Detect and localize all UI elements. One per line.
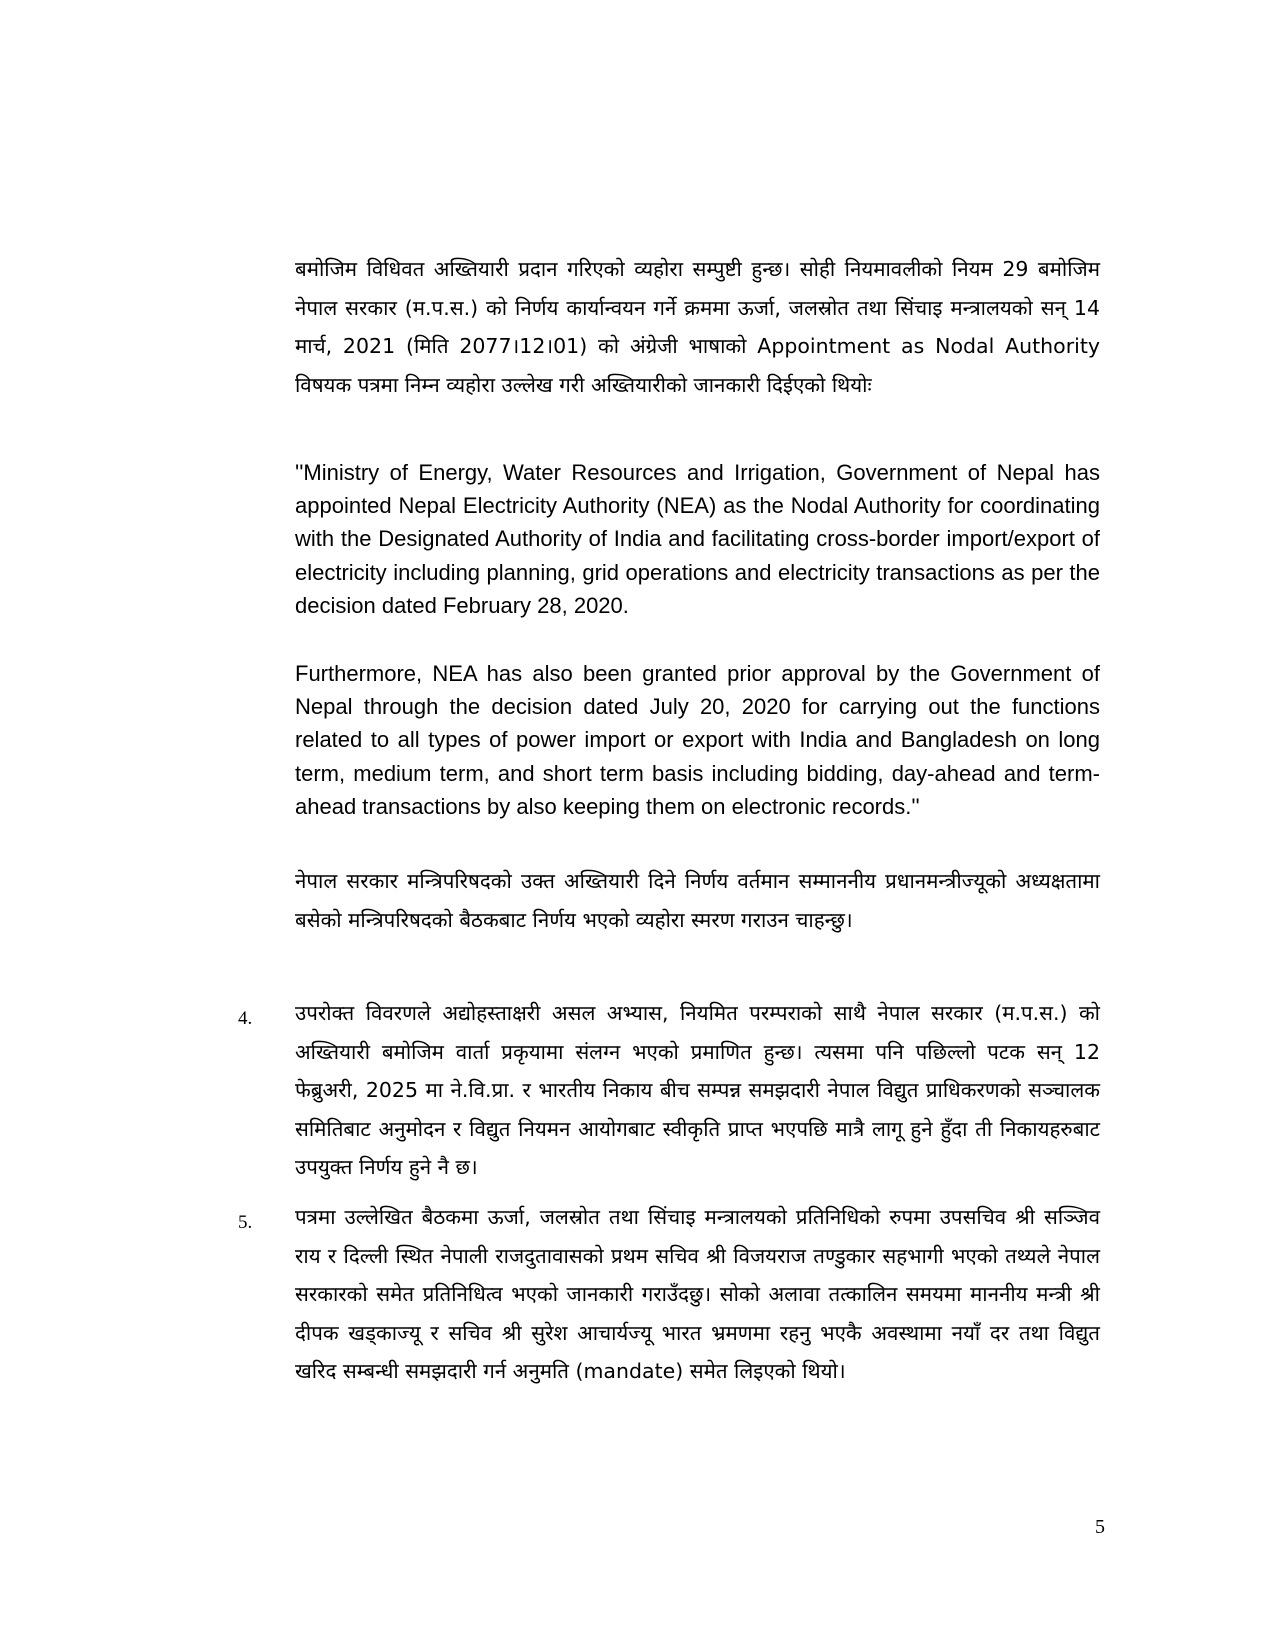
page-number: 5 (1095, 1516, 1105, 1538)
item-4-text: उपरोक्त विवरणले अद्योहस्ताक्षरी असल अभ्यास, नियमित परम्पराको साथै नेपाल सरकार (म.प.स.) को अख्तियारी बमोजिम वार्ता प्रकृयामा संलग्न भएको प्रमाणित हुन्छ। त्यसमा पनि पछिल्लो पटक सन् 12 फेब्रुअरी, 2025 मा ने.वि.प्रा. र भारतीय निकाय बीच सम्पन्न समझदारी नेपाल विद्युत प्राधिकरणको सञ्चालक समितिबाट अनुमोदन र विद्युत नियमन आयोगबाट स्वीकृति प्राप्त भएपछि मात्रै लागू हुने हुँदा ती निकायहरुबाट उपयुक्त निर्णय हुने नै छ। (295, 1001, 1101, 1179)
quote-paragraph-1: ''Ministry of Energy, Water Resources and Irrigation, Government of Nepal has appointed Nepal Electricity Authority (NEA) as the Nodal Authority for coordinating with the Designated Authority of India and facilitating cross-border import/export of electricity including planning, grid operations and electricity transactions as per the decision dated February 28, 2020. (295, 460, 1100, 618)
item-4-number: 4. (238, 1008, 253, 1029)
paragraph-cabinet: नेपाल सरकार मन्त्रिपरिषदको उक्त अख्तियारी दिने निर्णय वर्तमान सम्माननीय प्रधानमन्त्रीज्यूको अध्यक्षतामा बसेको मन्त्रिपरिषदको बैठकबाट निर्णय भएको व्यहोरा स्मरण गराउन चाहन्छु। (295, 869, 1100, 932)
quote-paragraph-2: Furthermore, NEA has also been granted prior approval by the Government of Nepal through the decision dated July 20, 2020 for carrying out the functions related to all types of power import or export with India and Bangladesh on long term, medium term, and short term basis including bidding, day-ahead and term-ahead transactions by also keeping them on electronic records.'' (295, 661, 1100, 819)
paragraph-intro: बमोजिम विधिवत अख्तियारी प्रदान गरिएको व्यहोरा सम्पुष्टी हुन्छ। सोही नियमावलीको नियम 29 बमोजिम नेपाल सरकार (म.प.स.) को निर्णय कार्यान्वयन गर्ने क्रममा ऊर्जा, जलस्रोत तथा सिंचाइ मन्त्रालयको सन् 14 मार्च, 2021 (मिति 2077।12।01) को अंग्रेजी भाषाको Appointment as Nodal Authority विषयक पत्रमा निम्न व्यहोरा उल्लेख गरी अख्तियारीको जानकारी दिईएको थियोः (295, 257, 1100, 397)
item-5-text: पत्रमा उल्लेखित बैठकमा ऊर्जा, जलस्रोत तथा सिंचाइ मन्त्रालयको प्रतिनिधिको रुपमा उपसचिव श्री सञ्जिव राय र दिल्ली स्थित नेपाली राजदुतावासको प्रथम सचिव श्री विजयराज तण्डुकार सहभागी भएको तथ्यले नेपाल सरकारको समेत प्रतिनिधित्व भएको जानकारी गराउँदछु। सोको अलावा तत्कालिन समयमा माननीय मन्त्री श्री दीपक खड्काज्यू र सचिव श्री सुरेश आचार्यज्यू भारत भ्रमणमा रहनु भएकै अवस्थामा नयाँ दर तथा विद्युत खरिद सम्बन्धी समझदारी गर्न अनुमति (mandate) समेत लिइएको थियो। (295, 1205, 1100, 1383)
item-5-number: 5. (238, 1212, 253, 1233)
